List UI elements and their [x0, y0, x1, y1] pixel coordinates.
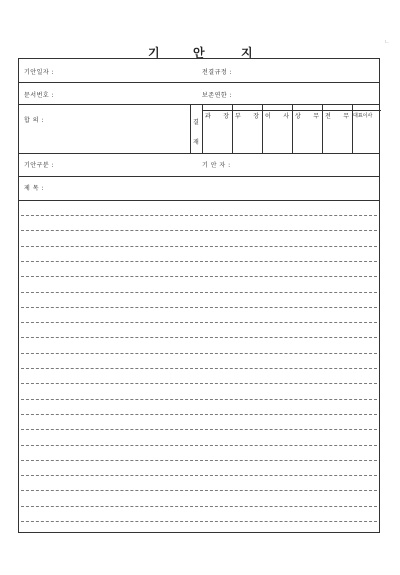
approval-header-ceo: 대표이사	[353, 112, 373, 119]
title-char: 안	[193, 46, 205, 60]
approval-rule-label: 전결규정 :	[202, 69, 233, 76]
subject-label: 제 목 :	[24, 185, 44, 192]
approval-label-bottom: 재	[193, 139, 199, 146]
ruled-line	[21, 215, 377, 216]
approval-block-border	[190, 104, 191, 153]
draft-category-label: 기안구분 :	[24, 162, 55, 169]
ruled-line	[21, 353, 377, 354]
row-divider	[19, 200, 379, 201]
ruled-line	[21, 246, 377, 247]
approval-header-department-head: 부 장	[235, 112, 259, 119]
approval-header-section-chief: 과 장	[205, 112, 229, 119]
ruled-line	[21, 322, 377, 323]
ruled-line	[21, 368, 377, 369]
approval-header-senior-director: 전 무	[325, 112, 349, 119]
row-divider	[19, 104, 379, 105]
row-divider	[19, 176, 379, 177]
approval-header-managing-director: 상 무	[295, 112, 319, 119]
ruled-line	[21, 261, 377, 262]
ruled-line	[21, 414, 377, 415]
ruled-line	[21, 276, 377, 277]
row-divider	[19, 82, 379, 83]
title-char: 기	[148, 46, 160, 60]
title-char: 지	[241, 46, 253, 60]
draft-date-label: 기안일자 :	[24, 69, 55, 76]
ruled-line	[21, 337, 377, 338]
ruled-line	[21, 429, 377, 430]
drafter-label: 기 안 자 :	[202, 162, 231, 169]
row-divider	[19, 153, 379, 154]
ruled-line	[21, 399, 377, 400]
ruled-line	[21, 490, 377, 491]
ruled-line	[21, 475, 377, 476]
ruled-line	[21, 445, 377, 446]
cooperation-label: 합 의 :	[24, 117, 44, 124]
approval-header-director: 이 사	[265, 112, 289, 119]
ruled-line	[21, 460, 377, 461]
ruled-line	[21, 506, 377, 507]
ruled-line	[21, 383, 377, 384]
ruled-line	[21, 521, 377, 522]
retention-label: 보존연한 :	[202, 92, 233, 99]
corner-mark: ㄴ	[384, 39, 390, 46]
ruled-line	[21, 307, 377, 308]
ruled-line	[21, 230, 377, 231]
draft-form	[18, 58, 380, 533]
ruled-line	[21, 292, 377, 293]
approval-label-top: 결	[193, 119, 199, 126]
doc-number-label: 문서번호 :	[24, 92, 55, 99]
